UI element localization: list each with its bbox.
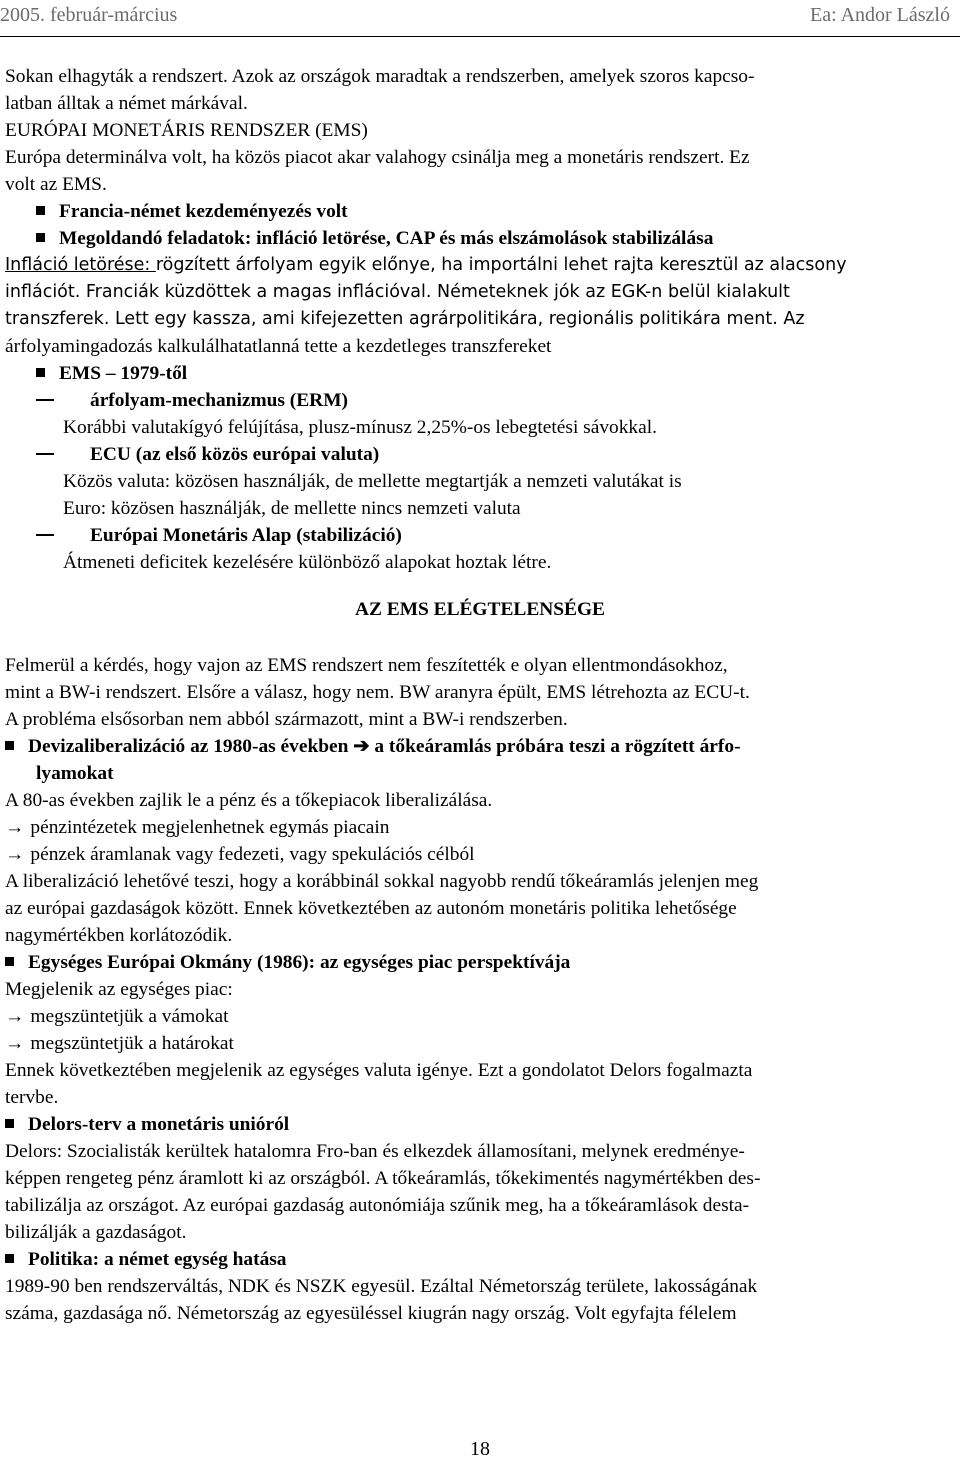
dash-text: árfolyam-mechanizmus (ERM) — [90, 390, 348, 411]
arrow-icon: → — [5, 817, 25, 838]
bullet-item — [5, 949, 955, 976]
square-bullet-icon — [36, 368, 45, 377]
text-line: tervbe. — [5, 1087, 59, 1108]
arrow-text: megszüntetjük a vámokat — [30, 1006, 229, 1027]
text-line: Euro: közösen használják, de mellette nincs nemzeti valuta — [63, 498, 521, 519]
text-line: Sokan elhagyták a rendszert. Azok az országok maradtak a rendszerben, amelyek szoros kapcso- — [5, 66, 755, 87]
text-line: száma, gazdasága nő. Németország az egyesüléssel kiugrán nagy ország. Volt egyfajta félelem — [5, 1303, 737, 1324]
text-line: Delors: Szocialisták kerültek hatalomra Fro-ban és elkezdek államosítani, melynek eredménye- — [5, 1141, 745, 1162]
bullet-text: Megoldandó feladatok: infláció letörése, CAP és más elszámolások stabilizálása — [59, 228, 714, 249]
text-line: inflációt. Franciák küzdöttek a magas inflációval. Németeknek jók az EGK-n belül kialakult — [5, 282, 790, 302]
text-line: Felmerül a kérdés, hogy vajon az EMS rendszert nem feszítették e olyan ellentmondásokhoz, — [5, 655, 728, 676]
text-line: A liberalizáció lehetővé teszi, hogy a korábbinál sokkal nagyobb rendű tőkeáramlás jelenjen meg — [5, 871, 759, 892]
text-line: A probléma elsősorban nem abból származott, mint a BW-i rendszerben. — [5, 709, 568, 730]
bullet-item — [5, 225, 955, 252]
dash-text: Európai Monetáris Alap (stabilizáció) — [90, 525, 402, 546]
text-line: Átmeneti deficitek kezelésére különböző alapokat hoztak létre. — [63, 552, 552, 573]
arrow-item — [5, 1003, 955, 1030]
arrow-item — [5, 841, 955, 868]
page-number: 18 — [470, 1438, 490, 1460]
square-bullet-icon — [5, 1254, 14, 1263]
bullet-text: Devizaliberalizáció az 1980-as években — [28, 736, 354, 757]
arrow-icon: → — [5, 844, 25, 865]
text-line: volt az EMS. — [5, 174, 107, 195]
arrow-text: pénzintézetek megjelenhetnek egymás piacain — [30, 817, 390, 838]
dash-bullet-icon — [36, 399, 54, 401]
bullet-item — [5, 1111, 955, 1138]
arrow-right-icon: ➔ — [353, 736, 370, 757]
bullet-text: Francia-német kezdeményezés volt — [59, 201, 348, 222]
bullet-text: a tőkeáramlás próbára teszi a rögzített árfo- — [369, 736, 741, 757]
bullet-item — [5, 360, 955, 387]
dash-item — [5, 387, 955, 414]
text-line: Korábbi valutakígyó felújítása, plusz-mínusz 2,25%-os lebegtetési sávokkal. — [63, 417, 657, 438]
page-body — [5, 63, 955, 1327]
bullet-text: Politika: a német egység hatása — [28, 1249, 287, 1270]
dash-bullet-icon — [36, 453, 54, 455]
text-line: árfolyamingadozás kalkulálhatatlanná tette a kezdetleges transzfereket — [5, 336, 552, 357]
arrow-icon: → — [5, 1033, 25, 1054]
text-line: Közös valuta: közösen használják, de mellette megtartják a nemzeti valutákat is — [63, 471, 682, 492]
text-span: rögzített árfolyam egyik előnye, ha importálni lehet rajta keresztül az alacsony — [155, 255, 847, 275]
text-line: latban álltak a német márkával. — [5, 93, 248, 114]
arrow-icon: → — [5, 1006, 25, 1027]
header-date: 2005. február-március — [0, 4, 178, 26]
arrow-text: megszüntetjük a határokat — [30, 1033, 234, 1054]
text-line: Európa determinálva volt, ha közös piacot akar valahogy csinálja meg a monetáris rendszert. Ez — [5, 147, 750, 168]
dash-text: ECU (az első közös európai valuta) — [90, 444, 380, 465]
square-bullet-icon — [36, 206, 45, 215]
bullet-continuation: lyamokat — [36, 763, 114, 784]
page-header — [0, 0, 960, 37]
text-line: Megjelenik az egységes piac: — [5, 979, 233, 1000]
arrow-text: pénzek áramlanak vagy fedezeti, vagy spekulációs célból — [30, 844, 475, 865]
text-line: mint a BW-i rendszert. Elsőre a válasz, hogy nem. BW aranyra épült, EMS létrehozta az ECU-t. — [5, 682, 750, 703]
bullet-text: Egységes Európai Okmány (1986): az egységes piac perspektívája — [28, 952, 571, 973]
text-line: transzferek. Lett egy kassza, ami kifejezetten agrárpolitikára, regionális politikára ment. Az — [5, 309, 805, 329]
text-line: az európai gazdaságok között. Ennek következtében az autonóm monetáris politika lehetősége — [5, 898, 737, 919]
bullet-item — [5, 198, 955, 225]
text-line: A 80-as években zajlik le a pénz és a tőkepiacok liberalizálása. — [5, 790, 493, 811]
dash-bullet-icon — [36, 534, 54, 536]
text-line: 1989-90 ben rendszerváltás, NDK és NSZK egyesül. Ezáltal Németország területe, lakosságának — [5, 1276, 758, 1297]
text-line — [5, 252, 955, 279]
arrow-item — [5, 1030, 955, 1057]
text-line: Ennek következtében megjelenik az egységes valuta igénye. Ezt a gondolatot Delors fogalmazta — [5, 1060, 753, 1081]
bullet-item — [5, 733, 955, 760]
square-bullet-icon — [36, 233, 45, 242]
square-bullet-icon — [5, 957, 14, 966]
bullet-text: Delors-terv a monetáris unióról — [28, 1114, 290, 1135]
bullet-item — [5, 1246, 955, 1273]
text-line: tabilizálja az országot. Az európai gazdaság autonómiája szűnik meg, ha a tőkeáramlások desta- — [5, 1195, 750, 1216]
dash-item — [5, 441, 955, 468]
dash-item — [5, 522, 955, 549]
text-line: nagymértékben korlátozódik. — [5, 925, 233, 946]
underlined-label: Infláció letörése: — [5, 255, 156, 275]
arrow-item — [5, 814, 955, 841]
header-lecturer: Ea: Andor László — [810, 4, 950, 26]
square-bullet-icon — [5, 1119, 14, 1128]
section-title: AZ EMS ELÉGTELENSÉGE — [354, 599, 605, 620]
square-bullet-icon — [5, 741, 14, 750]
bullet-text: EMS – 1979-től — [59, 363, 188, 384]
text-line: bilizálják a gazdaságot. — [5, 1222, 187, 1243]
text-line: képpen rengeteg pénz áramlott ki az országból. A tőkeáramlás, tőkekimentés nagymértékben des- — [5, 1168, 761, 1189]
section-heading-ems: EURÓPAI MONETÁRIS RENDSZER (EMS) — [5, 120, 368, 141]
